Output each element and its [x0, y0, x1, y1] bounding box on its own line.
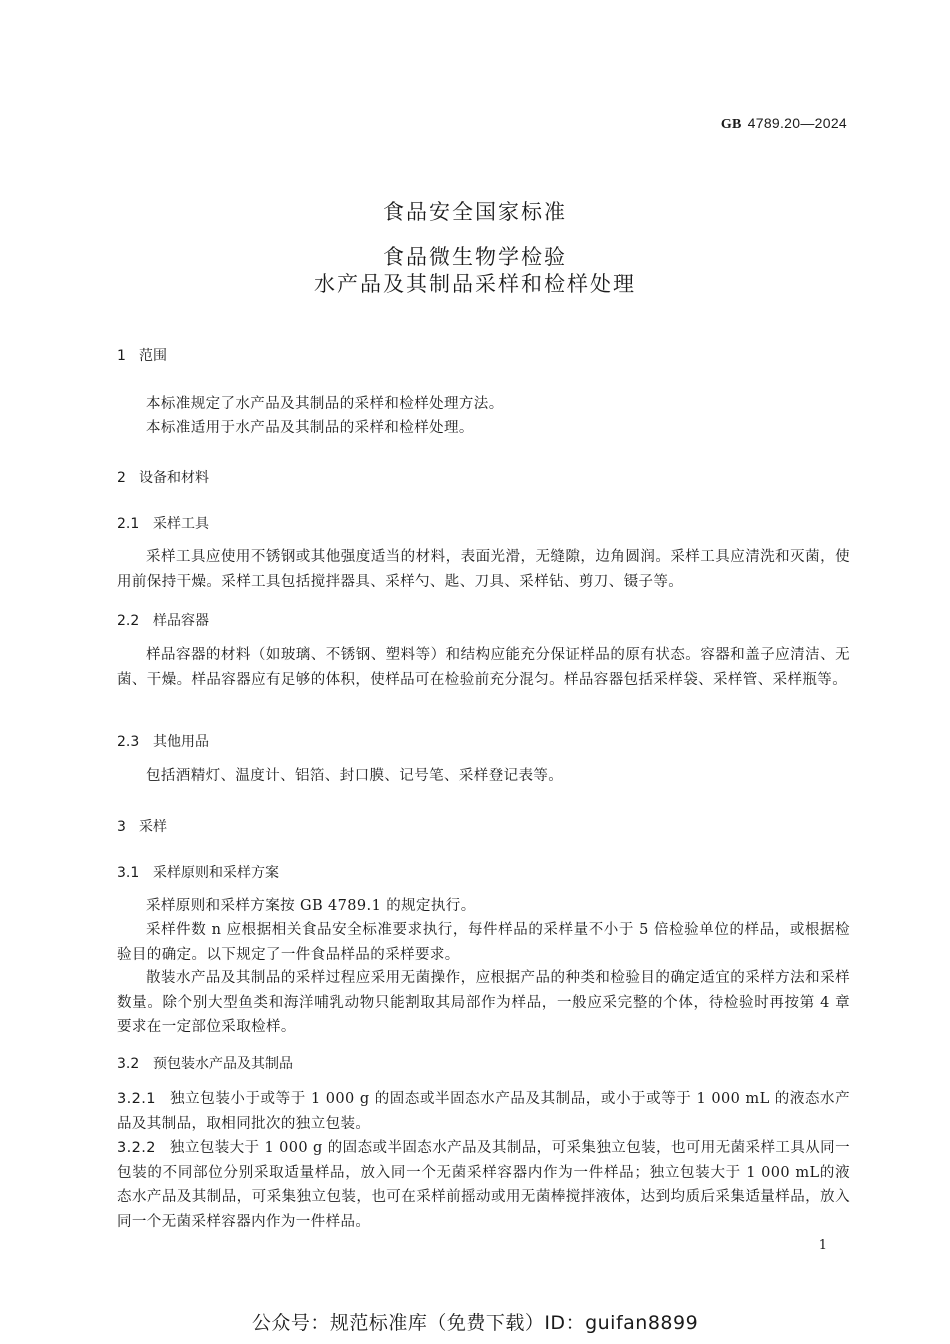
section-1-heading	[117, 345, 167, 365]
subsection-number: 3.1	[117, 865, 140, 881]
section-title: 范围	[139, 348, 167, 364]
paragraph: 采样工具应使用不锈钢或其他强度适当的材料，表面光滑，无缝隙，边角圆润。采样工具应清洗和灭菌，使用前保持干燥。采样工具包括搅拌器具、采样勺、匙、刀具、采样钻、剪刀、镊子等。	[117, 549, 850, 590]
footer-watermark: 公众号：规范标准库（免费下载）ID：guifan8899	[251, 1312, 699, 1334]
paragraph: 采样原则和采样方案按 GB 4789.1 的规定执行。	[146, 898, 476, 914]
paragraph: 包括酒精灯、温度计、铝箔、封口膜、记号笔、采样登记表等。	[146, 768, 564, 784]
clause-number: 3.2.1	[117, 1091, 156, 1107]
section-title: 采样	[139, 819, 167, 835]
subsection-title: 其他用品	[153, 734, 209, 750]
subsection-2-2-heading	[117, 610, 209, 630]
subsection-title: 采样工具	[153, 516, 209, 532]
clause-3-2-2	[117, 1136, 850, 1234]
paragraph: 散装水产品及其制品的采样过程应采用无菌操作，应根据产品的种类和检验目的确定适宜的采样方法和采样数量。除个别大型鱼类和海洋哺乳动物只能割取其局部作为样品，一般应采完整的个体，待检验时再按第 4 章要求在一定部位采取检样。	[117, 970, 850, 1035]
subsection-title: 采样原则和采样方案	[153, 865, 279, 881]
standard-prefix: GB	[720, 117, 742, 132]
section-3-heading	[117, 816, 167, 836]
subsection-2-3-heading	[117, 731, 209, 751]
paragraph: 样品容器的材料（如玻璃、不锈钢、塑料等）和结构应能充分保证样品的原有状态。容器和盖子应清洁、无菌、干燥。样品容器应有足够的体积，使样品可在检验前充分混匀。样品容器包括采样袋、采样管、采样瓶等。	[117, 647, 850, 688]
page-number: 1	[818, 1238, 827, 1253]
paragraph: 采样件数 n 应根据相关食品安全标准要求执行，每件样品的采样量不小于 5 倍检验单位的样品，或根据检验目的确定。以下规定了一件食品样品的采样要求。	[117, 922, 850, 963]
subsection-title: 样品容器	[153, 613, 209, 629]
clause-3-2-1	[117, 1087, 850, 1136]
subsection-2-1-heading	[117, 513, 209, 533]
section-number: 3	[117, 819, 126, 835]
paragraph: 本标准适用于水产品及其制品的采样和检样处理。	[146, 420, 474, 436]
title-main: 食品安全国家标准	[383, 200, 567, 224]
section-2-heading	[117, 467, 209, 487]
title-line-2: 水产品及其制品采样和检样处理	[314, 272, 636, 296]
subsection-number: 3.2	[117, 1056, 140, 1072]
paragraph: 本标准规定了水产品及其制品的采样和检样处理方法。	[146, 396, 504, 412]
title-line-1: 食品微生物学检验	[383, 245, 567, 269]
subsection-3-2-heading	[117, 1053, 293, 1073]
section-title: 设备和材料	[139, 470, 209, 486]
subsection-number: 2.3	[117, 734, 140, 750]
section-number: 1	[117, 348, 126, 364]
clause-text: 独立包装大于 1 000 g 的固态或半固态水产品及其制品，可采集独立包装，也可用无菌采样工具从同一包装的不同部位分别采取适量样品，放入同一个无菌采样容器内作为一件样品；独立包装大于 1 000 mL的液态水产品及其制品，可采集独立包装，也可在采样前摇动或用无菌棒搅拌液体，达到均质后采集适量样品，放入同一个无菌采样容器内作为一件样品。	[117, 1140, 850, 1230]
clause-text: 独立包装小于或等于 1 000 g 的固态或半固态水产品及其制品，或小于或等于 1 000 mL 的液态水产品及其制品，取相同批次的独立包装。	[117, 1091, 850, 1132]
section-number: 2	[117, 470, 126, 486]
standard-code	[721, 115, 847, 133]
standard-number: 4789.20—2024	[747, 115, 847, 131]
subsection-number: 2.1	[117, 516, 140, 532]
subsection-3-1-heading	[117, 862, 279, 882]
subsection-number: 2.2	[117, 613, 140, 629]
subsection-title: 预包装水产品及其制品	[153, 1056, 293, 1072]
clause-number: 3.2.2	[117, 1140, 156, 1156]
